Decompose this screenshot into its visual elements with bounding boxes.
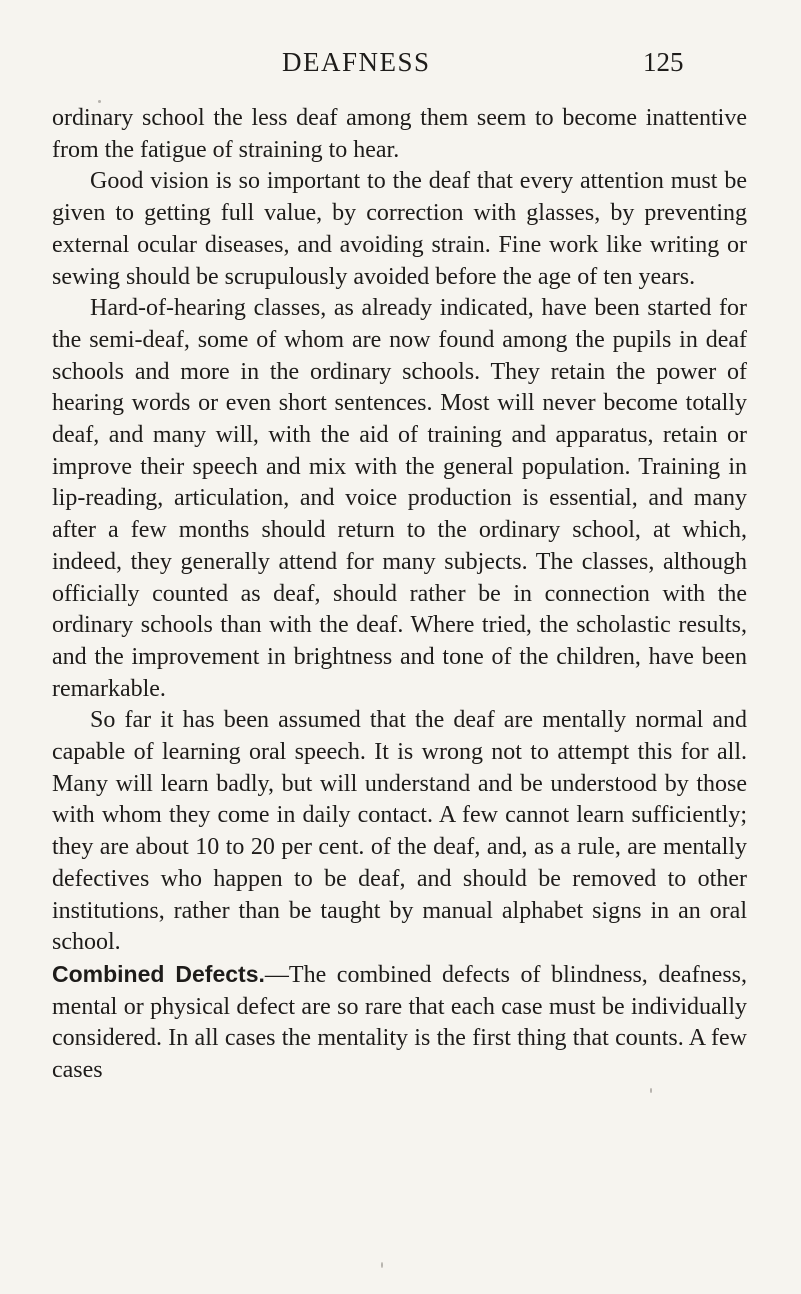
paper-speck (381, 1262, 383, 1268)
page-header (0, 46, 801, 86)
running-head: DEAFNESS (282, 47, 431, 77)
paper-speck (650, 1088, 652, 1093)
paragraph-mentally-normal: So far it has been assumed that the deaf are mentally normal and capable of learning oral speech. It is wrong not to attempt this for all. Many will learn badly, but will understand and be understood by those with whom they come in daily contact. A few cannot learn sufficiently; they are about 10 to 20 per cent. of the deaf, and, as a rule, are mentally defectives who happen to be deaf, and should be removed to other institutions, rather than be taught by manual alphabet signs in an oral school. (52, 707, 747, 956)
section-heading: Combined Defects. (52, 960, 265, 987)
paragraph-continued: ordinary school the less deaf among them seem to become inattentive from the fatigue of straining to hear. (52, 105, 747, 163)
paragraph-hard-of-hearing: Hard-of-hearing classes, as already indicated, have been started for the semi-deaf, some of whom are now found among the pupils in deaf schools and more in the ordinary schools. They retain the power of hearing words or even short sentences. Most will never become totally deaf, and many will, with the aid of training and apparatus, retain or improve their speech and mix with the general population. Training in lip-reading, articulation, and voice production is essential, and many after a few months should return to the ordinary school, at which, indeed, they generally attend for many subjects. The classes, although officially counted as deaf, should rather be in connection with the ordinary schools than with the deaf. Where tried, the scholastic results, and the improvement in brightness and tone of the children, have been remarkable. (52, 295, 747, 702)
body-text (52, 103, 747, 1087)
paragraph-vision: Good vision is so important to the deaf that every attention must be given to getting full value, by correction with glasses, by preventing external ocular diseases, and avoiding strain. Fine work like writing or sewing should be scrupulously avoided before the age of ten years. (52, 168, 747, 290)
paper-speck (98, 100, 101, 103)
paragraph-combined-defects (52, 959, 747, 1087)
paragraph-combined-defects-text: —The combined defects of blindness, deafness, mental or physical defect are so rare that each case must be individually considered. In all cases the mentality is the first thing that counts. A few cases (52, 961, 747, 1084)
page-number: 125 (643, 47, 684, 77)
